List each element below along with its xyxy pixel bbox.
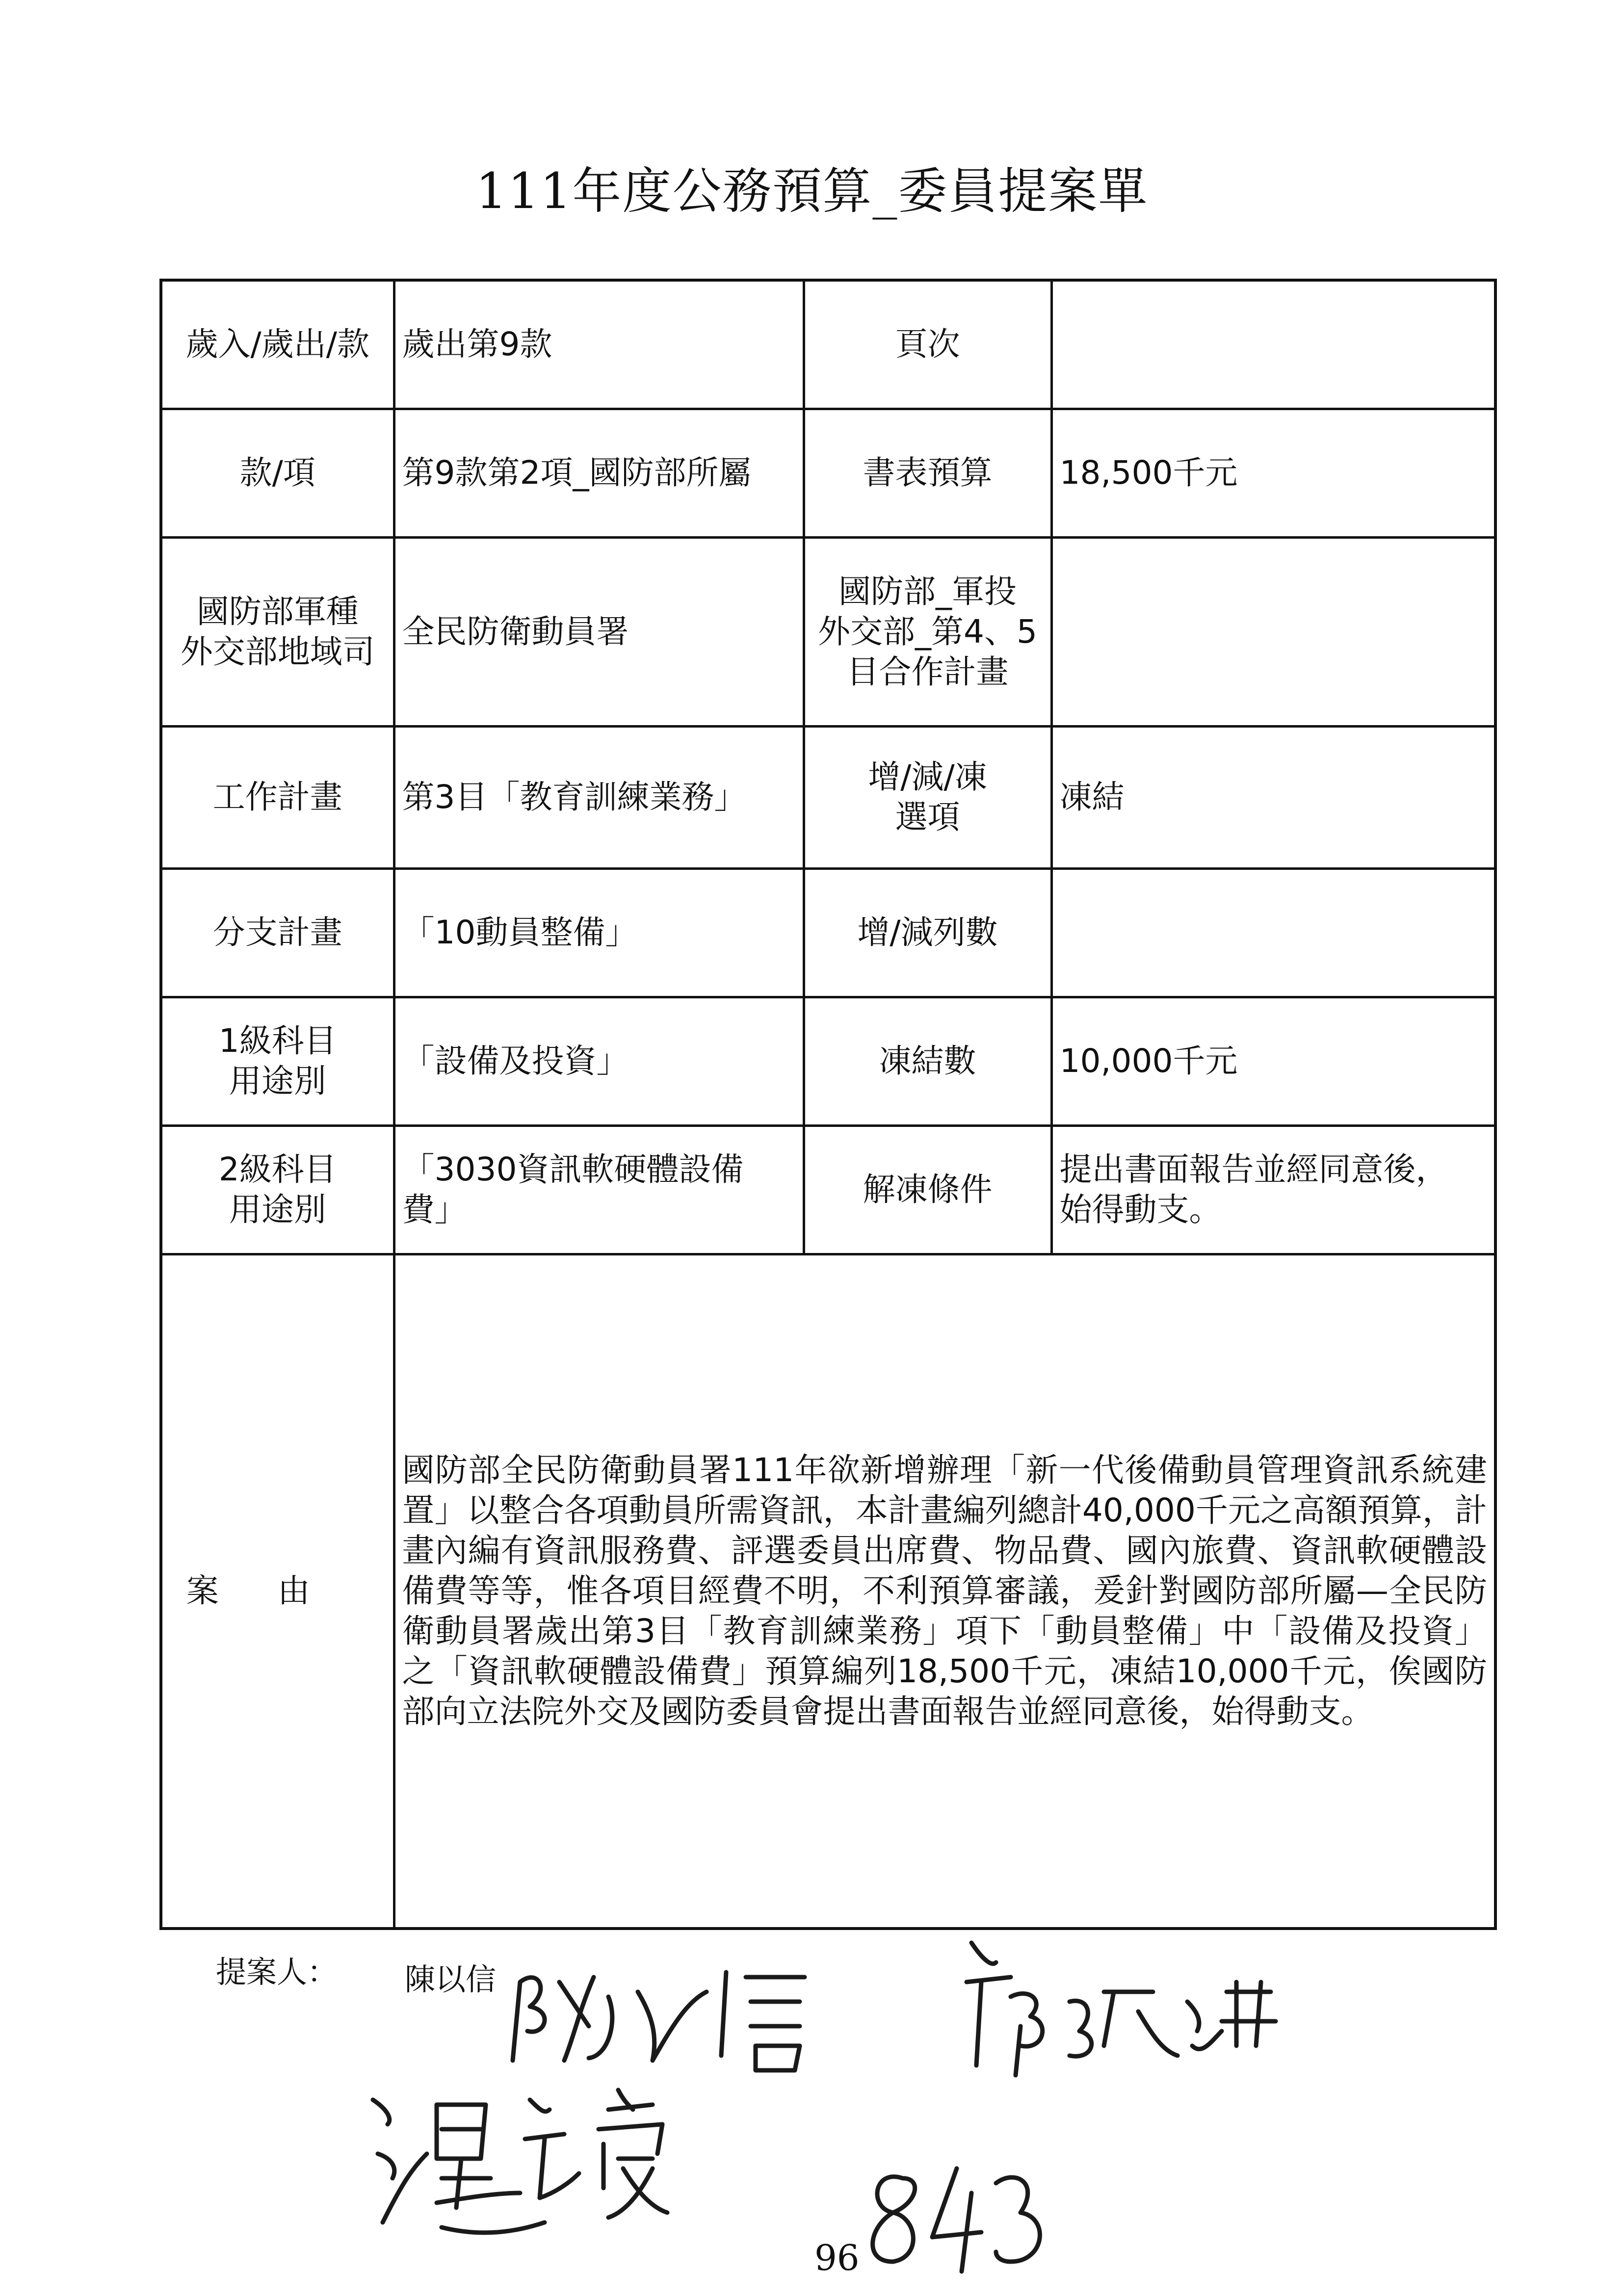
- signature-2: [967, 1943, 1276, 2075]
- field-label-line: 國防部軍種: [196, 592, 359, 630]
- signature-3: [373, 2090, 667, 2233]
- field-label-line: 1級科目: [218, 1022, 337, 1060]
- field-label-line: 國防部_軍投: [838, 572, 1017, 610]
- field-value-category: 歲出第9款: [394, 280, 804, 409]
- field-label-line: 目合作計畫: [846, 652, 1009, 691]
- field-value-line: 「3030資訊軟硬體設備: [402, 1150, 744, 1188]
- field-label-change-amount: 增/減列數: [804, 868, 1051, 997]
- field-value-agency: 全民防衛動員署: [394, 537, 804, 726]
- field-label-category: 歲入/歲出/款: [161, 280, 394, 409]
- field-value-frozen-amount: 10,000千元: [1051, 997, 1495, 1125]
- page-number: 96: [814, 2237, 860, 2278]
- field-label-sub-plan: 分支計畫: [161, 868, 394, 997]
- field-label-line: 用途別: [229, 1062, 326, 1100]
- field-label-line: 外交部地域司: [180, 632, 375, 671]
- field-value-level1: 「設備及投資」: [394, 997, 804, 1125]
- field-label-budget: 書表預算: [804, 409, 1051, 537]
- field-label-line: 2級科目: [218, 1150, 337, 1188]
- field-label-page: 頁次: [804, 280, 1051, 409]
- field-label-line: 選項: [895, 798, 960, 836]
- field-label-line: 外交部_第4、5: [818, 612, 1037, 651]
- form-title: 111年度公務預算_委員提案單: [475, 162, 1149, 220]
- field-value-sub-plan: 「10動員整備」: [394, 868, 804, 997]
- handwritten-page-number-843: [873, 2168, 1040, 2271]
- field-label-item: 款/項: [161, 409, 394, 537]
- field-label-frozen-amount: 凍結數: [804, 997, 1051, 1125]
- field-value-line: 費」: [402, 1191, 467, 1228]
- proposer-label: 提案人：: [216, 1954, 338, 1990]
- reason-label: 案由: [161, 1254, 394, 1929]
- field-value-option: 凍結: [1051, 726, 1495, 868]
- field-label-unfreeze-condition: 解凍條件: [804, 1125, 1051, 1254]
- field-label-line: 增/減/凍: [868, 758, 987, 796]
- proposer-name: 陳以信: [405, 1961, 497, 1997]
- field-value-work-plan: 第3目「教育訓練業務」: [394, 726, 804, 868]
- field-label-line: 用途別: [229, 1191, 326, 1228]
- reason-text: 國防部全民防衛動員署111年欲新增辦理「新一代後備動員管理資訊系統建置」以整合各項動員所需資訊，本計畫編列總計40,000千元之高額預算，計畫內編有資訊服務費、評選委員出席費、物品費、國內旅費、資訊軟硬體設備費等等，惟各項目經費不明，不利預算審議，爰針對國防部所屬—全民防衛動員署歲出第3目「教育訓練業務」項下「動員整備」中「設備及投資」之「資訊軟硬體設備費」預算編列18,500千元，凍結10,000千元，俟國防部向立法院外交及國防委員會提出書面報告並經同意後，始得動支。: [394, 1254, 1495, 1929]
- field-label-work-plan: 工作計畫: [161, 726, 394, 868]
- field-value-item: 第9款第2項_國防部所屬: [394, 409, 804, 537]
- field-value-line: 始得動支。: [1059, 1191, 1222, 1228]
- field-value-budget: 18,500千元: [1051, 409, 1495, 537]
- signature-1: [513, 1972, 805, 2070]
- field-value-line: 提出書面報告並經同意後，: [1059, 1150, 1448, 1188]
